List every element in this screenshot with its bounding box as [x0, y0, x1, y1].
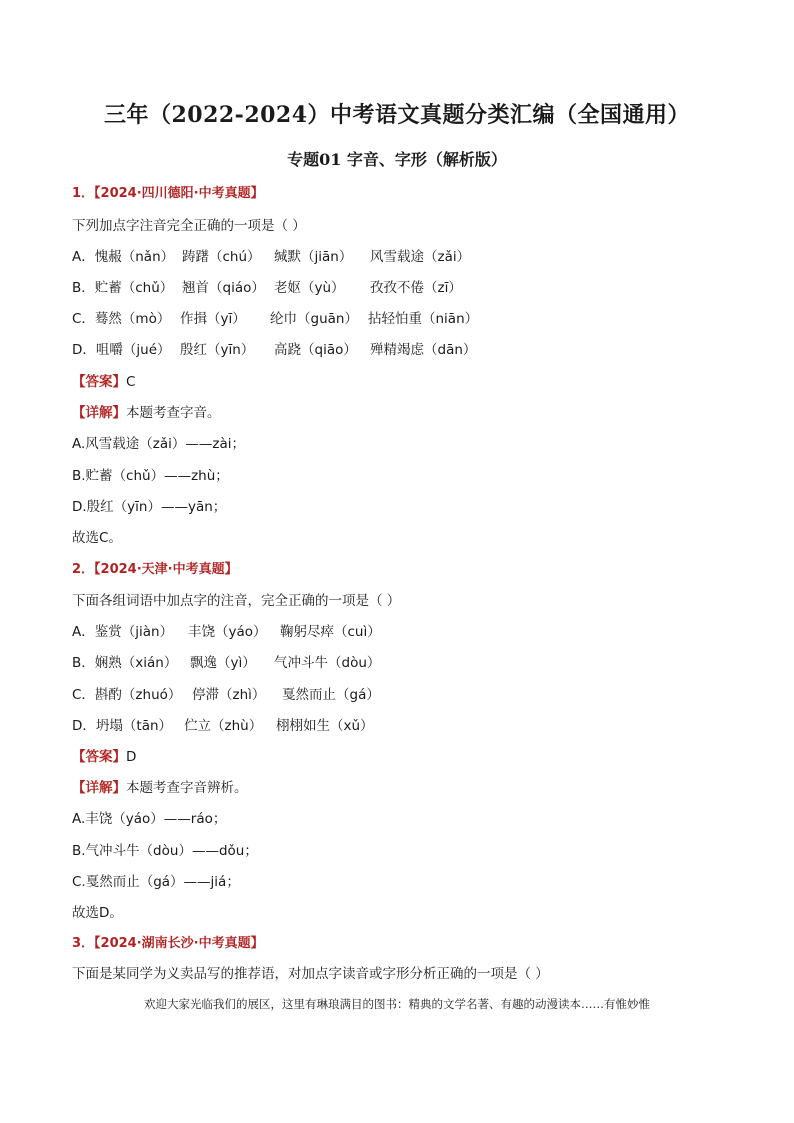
option-item: C．斟酌（zhuó）	[72, 687, 182, 703]
option-item: 踌躇（chú）	[182, 249, 261, 265]
option-item: B．娴熟（xián）	[72, 655, 178, 671]
question-1-option-a	[72, 248, 470, 266]
question-2-stem: 下面各组词语中加点字的注音，完全正确的一项是（ ）	[72, 593, 401, 609]
question-2-answer	[72, 748, 136, 766]
option-item: C．蓦然（mò）	[72, 311, 171, 327]
option-item: 丰饶（yáo）	[188, 624, 267, 640]
detail-text: 本题考查字音辨析。	[126, 780, 248, 796]
question-1-note-d: D.殷红（yīn）——yān；	[72, 499, 227, 515]
option-item: 翘首（qiáo）	[182, 280, 265, 296]
question-1-header: 1．【2024·四川德阳·中考真题】	[72, 186, 264, 201]
option-item: 老妪（yù）	[274, 280, 345, 296]
option-item: 停滞（zhì）	[192, 687, 266, 703]
document-title: 三年（2022-2024）中考语文真题分类汇编（全国通用）	[103, 102, 691, 128]
option-item: 气冲斗牛（dòu）	[274, 655, 381, 671]
question-1-conclusion: 故选C。	[72, 530, 122, 546]
question-2-option-b	[72, 654, 380, 672]
option-item: 纶巾（guān）	[270, 311, 358, 327]
option-item: 作揖（yī）	[180, 311, 246, 327]
answer-value: D	[126, 749, 137, 765]
option-item: 栩栩如生（xǔ）	[276, 718, 374, 734]
option-item: 戛然而止（gá）	[282, 687, 380, 703]
question-2-conclusion: 故选D。	[72, 905, 123, 921]
question-3-header: 3．【2024·湖南长沙·中考真题】	[72, 936, 264, 951]
question-1-option-b	[72, 279, 462, 297]
option-item: 拈轻怕重（niān）	[368, 311, 479, 327]
option-item: 殷红（yīn）	[180, 342, 255, 358]
question-2-detail	[72, 779, 248, 797]
question-2-note-b: B.气冲斗牛（dòu）——dǒu；	[72, 843, 258, 859]
option-item: 殚精竭虑（dān）	[370, 342, 477, 358]
question-1-note-a: A.风雪载途（zǎi）——zài；	[72, 436, 246, 452]
question-2-header: 2．【2024·天津·中考真题】	[72, 562, 238, 577]
option-item: A．愧赧（nǎn）	[72, 249, 175, 265]
question-3-stem: 下面是某同学为义卖品写的推荐语，对加点字读音或字形分析正确的一项是（ ）	[72, 966, 549, 982]
option-item: 飘逸（yì）	[190, 655, 256, 671]
passage-excerpt: 欢迎大家光临我们的展区，这里有琳琅满目的图书：精典的文学名著、有趣的动漫读本……有惟妙惟	[144, 997, 650, 1011]
question-2-option-d	[72, 717, 374, 735]
detail-label: 【详解】	[72, 780, 126, 796]
option-item: 风雪载途（zǎi）	[370, 249, 471, 265]
detail-label: 【详解】	[72, 405, 126, 421]
question-1-note-b: B.贮蓄（chǔ）——zhù；	[72, 468, 229, 484]
question-2-note-c: C.戛然而止（gá）——jiá；	[72, 874, 240, 890]
option-item: 伫立（zhù）	[184, 718, 263, 734]
question-1-stem: 下列加点字注音完全正确的一项是（ ）	[72, 218, 306, 234]
answer-value: C	[126, 374, 136, 390]
question-2-option-c	[72, 686, 380, 704]
answer-label: 【答案】	[72, 749, 126, 765]
option-item: 鞠躬尽瘁（cuì）	[280, 624, 381, 640]
question-2-option-a	[72, 623, 381, 641]
option-item: 高跷（qiāo）	[274, 342, 357, 358]
question-2-note-a: A.丰饶（yáo）——ráo；	[72, 811, 227, 827]
option-item: A．鉴赏（jiàn）	[72, 624, 174, 640]
question-1-detail	[72, 404, 221, 422]
option-item: D．坍塌（tān）	[72, 718, 173, 734]
question-1-option-c	[72, 310, 478, 328]
detail-text: 本题考查字音。	[126, 405, 221, 421]
option-item: D．咀嚼（jué）	[72, 342, 171, 358]
question-1-answer	[72, 373, 135, 391]
question-1-option-d	[72, 341, 476, 359]
document-subtitle: 专题01 字音、字形（解析版）	[287, 150, 507, 169]
answer-label: 【答案】	[72, 374, 126, 390]
option-item: 缄默（jiān）	[274, 249, 353, 265]
option-item: 孜孜不倦（zī）	[370, 280, 462, 296]
option-item: B．贮蓄（chǔ）	[72, 280, 174, 296]
